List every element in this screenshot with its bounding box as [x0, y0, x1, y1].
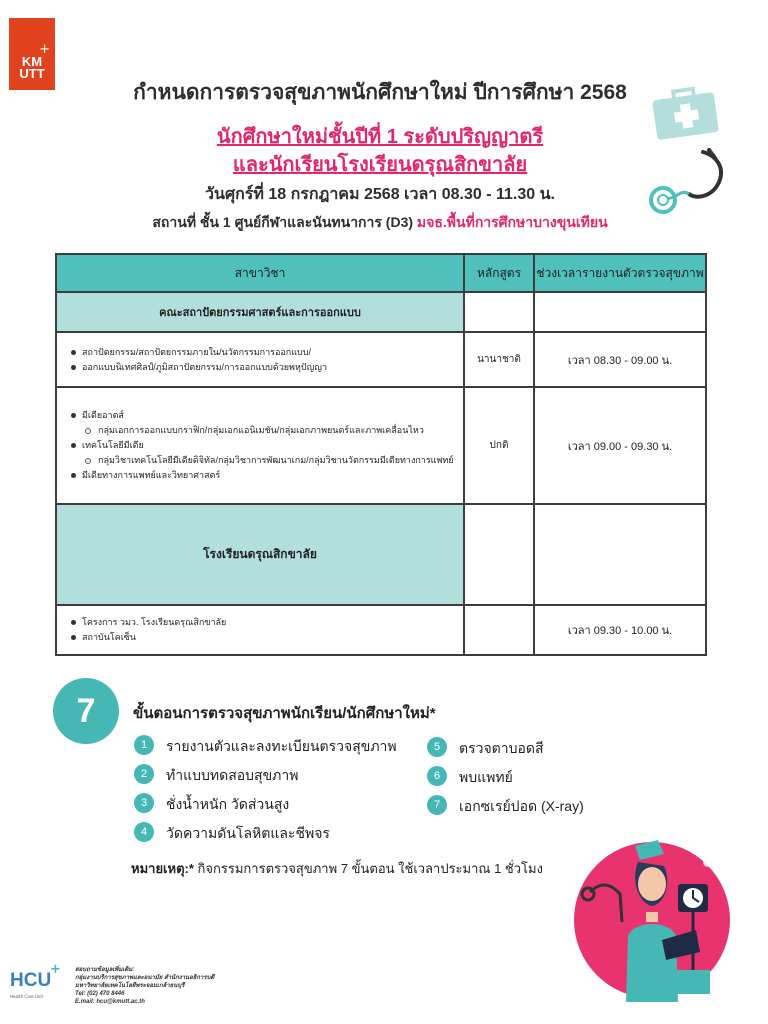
- list-item: โครงการ วมว. โรงเรียนดรุณสิกขาลัย: [71, 615, 463, 630]
- step-number: 1: [134, 735, 154, 755]
- time-cell: เวลา 08.30 - 09.00 น.: [534, 332, 706, 387]
- step-text: ชั่งน้ำหนัก วัดส่วนสูง: [166, 796, 290, 812]
- list-item: ออกแบบนิเทศศิลป์/ภูมิสถาปัตยกรรม/การออกแบบด้วยพหุปัญญา: [71, 360, 463, 375]
- list-item: กลุ่มวิชาเทคโนโลยีมีเดียดิจิทัล/กลุ่มวิชาการพัฒนาเกม/กลุ่มวิชานวัตกรรมมีเดียทางการแพทย์: [71, 453, 463, 468]
- first-aid-kit-icon: [650, 82, 722, 140]
- kmutt-logo: [9, 18, 55, 90]
- venue-prefix: สถานที่ ชั้น 1 ศูนย์กีฬาและนันทนาการ (D3): [152, 214, 414, 230]
- list-item: มีเดียทางการแพทย์และวิทยาศาสตร์: [71, 468, 463, 483]
- step-number: 5: [427, 737, 447, 757]
- contact-email: E.mail: hcu@kmutt.ac.th: [75, 999, 145, 1005]
- venue: [100, 212, 660, 234]
- step-number: 7: [427, 795, 447, 815]
- contact-line: สอบถามข้อมูลเพิ่มเติม:: [75, 967, 135, 973]
- hcu-logo-text: HCU: [10, 970, 52, 991]
- table-row: [56, 387, 464, 504]
- list-item: สถาปัตยกรรม/สถาปัตยกรรมภายใน/นวัตกรรมการออกแบบ/: [71, 345, 463, 360]
- logo-plus-icon: +: [39, 42, 50, 57]
- header-time: ช่วงเวลารายงานตัวตรวจสุขภาพ: [534, 254, 706, 292]
- curriculum-cell: ปกติ: [464, 387, 534, 504]
- contact-info: [75, 966, 214, 1006]
- page-title: กำหนดการตรวจสุขภาพนักศึกษาใหม่ ปีการศึกษา 2568: [133, 81, 627, 104]
- contact-line: กลุ่มงานบริการสุขภาพและอนามัย สำนักงานอธิการบดี: [75, 975, 215, 981]
- note-text: กิจกรรมการตรวจสุขภาพ 7 ขั้นตอน ใช้เวลาประมาณ 1 ชั่วโมง: [193, 861, 543, 876]
- venue-highlight: มจธ.พื้นที่การศึกษาบางขุนเทียน: [416, 214, 608, 230]
- table-row: [56, 605, 464, 655]
- school-label: โรงเรียนดรุณสิกขาลัย: [56, 504, 464, 605]
- step-text: เอกซเรย์ปอด (X-ray): [459, 798, 584, 814]
- date-time: วันศุกร์ที่ 18 กรกฎาคม 2568 เวลา 08.30 - 11.30 น.: [205, 186, 555, 203]
- list-item: เทคโนโลยีมีเดีย: [71, 438, 463, 453]
- list-item: กลุ่มเอกการออกแบบกราฟิก/กลุ่มเอกแอนิเมชัน/กลุ่มเอกภาพยนตร์และภาพเคลื่อนไหว: [71, 423, 463, 438]
- hcu-logo-sub: Health Care Unit: [10, 994, 44, 999]
- logo-text: KM UTT: [19, 54, 45, 81]
- note-label: หมายเหตุ:*: [131, 861, 194, 876]
- time-cell: เวลา 09.30 - 10.00 น.: [534, 605, 706, 655]
- list-item: สถาบันโคเซ็น: [71, 630, 463, 645]
- list-item: มีเดียอาตส์: [71, 408, 463, 423]
- hcu-plus-icon: +: [50, 962, 61, 977]
- step-number: 6: [427, 766, 447, 786]
- header-curriculum: หลักสูตร: [464, 254, 534, 292]
- subtitle-line2: และนักเรียนโรงเรียนดรุณสิกขาลัย: [232, 154, 528, 176]
- table-row: [56, 332, 464, 387]
- header-major: สาขาวิชา: [56, 254, 464, 292]
- step-number: 4: [134, 822, 154, 842]
- step-number: 2: [134, 764, 154, 784]
- faculty-label: คณะสถาปัตยกรรมศาสตร์และการออกแบบ: [56, 292, 464, 332]
- subtitle-line1: นักศึกษาใหม่ชั้นปีที่ 1 ระดับปริญญาตรี: [216, 126, 544, 148]
- note: [131, 858, 543, 879]
- step-text: รายงานตัวและลงทะเบียนตรวจสุขภาพ: [166, 738, 397, 754]
- contact-phone: Tel: (02) 470 8446: [75, 991, 125, 997]
- step-text: พบแพทย์: [459, 769, 513, 785]
- hcu-logo: [10, 962, 66, 1010]
- nurse-illustration: [560, 832, 740, 1002]
- step-text: ตรวจตาบอดสี: [459, 740, 544, 756]
- steps-title: ขั้นตอนการตรวจสุขภาพนักเรียน/นักศึกษาใหม่*: [133, 705, 436, 722]
- step-number: 3: [134, 793, 154, 813]
- step-text: ทำแบบทดสอบสุขภาพ: [166, 767, 299, 783]
- stethoscope-icon: [645, 148, 735, 223]
- contact-line: มหาวิทยาลัยเทคโนโลยีพระจอมเกล้าธนบุรี: [75, 983, 185, 989]
- curriculum-cell: นานาชาติ: [464, 332, 534, 387]
- step-text: วัดความดันโลหิตและชีพจร: [166, 825, 330, 841]
- schedule-table: [55, 253, 707, 656]
- time-cell: เวลา 09.00 - 09.30 น.: [534, 387, 706, 504]
- steps-count-badge: 7: [53, 678, 119, 744]
